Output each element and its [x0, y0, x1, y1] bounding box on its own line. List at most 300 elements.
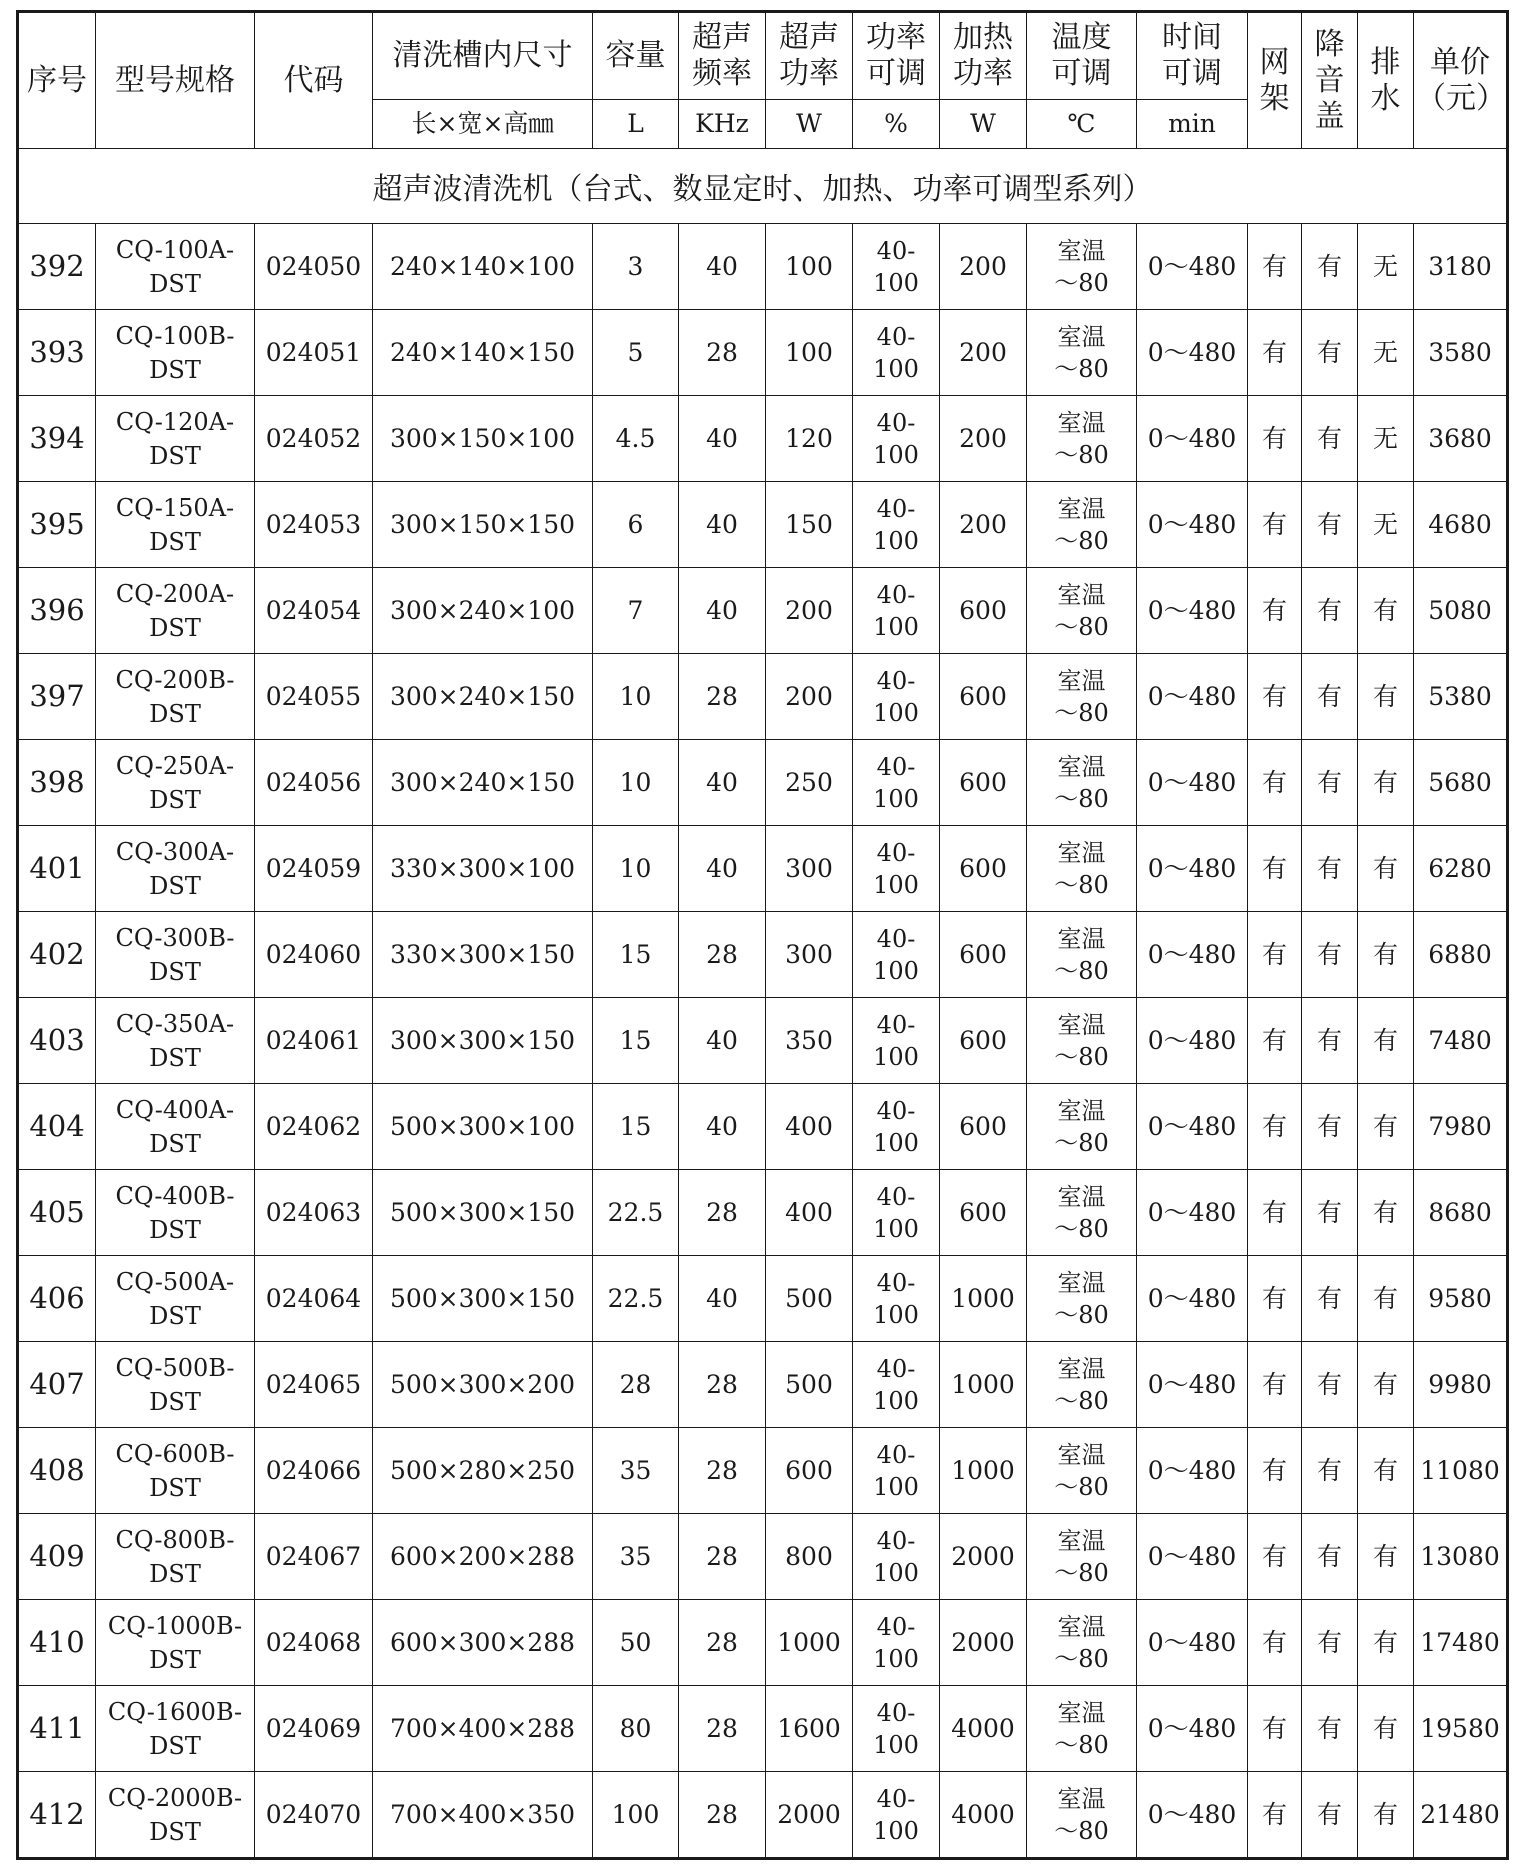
- cell-model: CQ-500B- DST: [96, 1342, 255, 1428]
- cell-power-adjustable: 40- 100: [853, 1170, 940, 1256]
- cell-price: 6280: [1414, 826, 1508, 912]
- cell-tank-size: 300×300×150: [373, 998, 593, 1084]
- cell-temperature: 室温 ～80: [1027, 1600, 1137, 1686]
- cell-basket: 有: [1248, 1084, 1302, 1170]
- cell-code: 024055: [255, 654, 373, 740]
- cell-heating-power: 1000: [940, 1342, 1027, 1428]
- cell-frequency: 28: [679, 654, 766, 740]
- cell-no: 405: [18, 1170, 96, 1256]
- cell-no: 397: [18, 654, 96, 740]
- cell-time: 0～480: [1137, 1342, 1248, 1428]
- cell-heating-power: 1000: [940, 1256, 1027, 1342]
- cell-tank-size: 300×240×150: [373, 654, 593, 740]
- cell-tank-size: 300×150×100: [373, 396, 593, 482]
- cell-capacity: 35: [593, 1428, 679, 1514]
- cell-capacity: 6: [593, 482, 679, 568]
- cell-model: CQ-350A- DST: [96, 998, 255, 1084]
- cell-model: CQ-400B- DST: [96, 1170, 255, 1256]
- cell-model: CQ-120A- DST: [96, 396, 255, 482]
- cell-time: 0～480: [1137, 1428, 1248, 1514]
- cell-time: 0～480: [1137, 740, 1248, 826]
- cell-price: 8680: [1414, 1170, 1508, 1256]
- cell-tank-size: 240×140×100: [373, 224, 593, 310]
- col-header-basket: 网 架: [1248, 12, 1302, 149]
- cell-time: 0～480: [1137, 310, 1248, 396]
- cell-frequency: 28: [679, 1342, 766, 1428]
- cell-noise-lid: 有: [1302, 826, 1358, 912]
- cell-price: 7480: [1414, 998, 1508, 1084]
- cell-noise-lid: 有: [1302, 1600, 1358, 1686]
- cell-heating-power: 1000: [940, 1428, 1027, 1514]
- cell-no: 393: [18, 310, 96, 396]
- table-row: [18, 912, 1508, 998]
- cell-no: 395: [18, 482, 96, 568]
- cell-basket: 有: [1248, 310, 1302, 396]
- table-header: [18, 12, 1508, 149]
- cell-noise-lid: 有: [1302, 1084, 1358, 1170]
- cell-heating-power: 2000: [940, 1600, 1027, 1686]
- cell-drain: 有: [1358, 654, 1414, 740]
- cell-price: 11080: [1414, 1428, 1508, 1514]
- cell-drain: 有: [1358, 1514, 1414, 1600]
- table-row: [18, 310, 1508, 396]
- cell-power-adjustable: 40- 100: [853, 654, 940, 740]
- cell-no: 403: [18, 998, 96, 1084]
- cell-noise-lid: 有: [1302, 1342, 1358, 1428]
- cell-time: 0～480: [1137, 224, 1248, 310]
- cell-basket: 有: [1248, 740, 1302, 826]
- cell-capacity: 35: [593, 1514, 679, 1600]
- cell-power: 350: [766, 998, 853, 1084]
- cell-no: 411: [18, 1686, 96, 1772]
- col-header-heating-power: 加热 功率: [940, 12, 1027, 100]
- unit-time: min: [1137, 100, 1248, 149]
- cell-power-adjustable: 40- 100: [853, 1428, 940, 1514]
- cell-capacity: 15: [593, 912, 679, 998]
- cell-power: 800: [766, 1514, 853, 1600]
- cell-price: 4680: [1414, 482, 1508, 568]
- cell-model: CQ-250A- DST: [96, 740, 255, 826]
- cell-power: 300: [766, 912, 853, 998]
- cell-drain: 有: [1358, 1772, 1414, 1859]
- cell-tank-size: 300×240×100: [373, 568, 593, 654]
- cell-drain: 有: [1358, 1084, 1414, 1170]
- unit-temperature: ℃: [1027, 100, 1137, 149]
- cell-code: 024070: [255, 1772, 373, 1859]
- cell-power: 500: [766, 1342, 853, 1428]
- cell-power-adjustable: 40- 100: [853, 224, 940, 310]
- cell-heating-power: 600: [940, 998, 1027, 1084]
- cell-frequency: 40: [679, 568, 766, 654]
- cell-tank-size: 500×300×100: [373, 1084, 593, 1170]
- cell-power: 400: [766, 1170, 853, 1256]
- cell-temperature: 室温 ～80: [1027, 224, 1137, 310]
- cell-no: 394: [18, 396, 96, 482]
- cell-heating-power: 2000: [940, 1514, 1027, 1600]
- cell-tank-size: 330×300×150: [373, 912, 593, 998]
- table-row: [18, 1686, 1508, 1772]
- cell-drain: 无: [1358, 310, 1414, 396]
- cell-model: CQ-800B- DST: [96, 1514, 255, 1600]
- unit-power-adjustable: %: [853, 100, 940, 149]
- cell-drain: 无: [1358, 224, 1414, 310]
- cell-heating-power: 4000: [940, 1686, 1027, 1772]
- cell-heating-power: 600: [940, 654, 1027, 740]
- cell-heating-power: 200: [940, 482, 1027, 568]
- cell-no: 406: [18, 1256, 96, 1342]
- unit-frequency: KHz: [679, 100, 766, 149]
- cell-code: 024054: [255, 568, 373, 654]
- cell-time: 0～480: [1137, 826, 1248, 912]
- cell-noise-lid: 有: [1302, 224, 1358, 310]
- table-row: [18, 568, 1508, 654]
- table-row: [18, 396, 1508, 482]
- cell-basket: 有: [1248, 568, 1302, 654]
- cell-drain: 有: [1358, 1256, 1414, 1342]
- cell-frequency: 40: [679, 1256, 766, 1342]
- cell-price: 6880: [1414, 912, 1508, 998]
- cell-drain: 有: [1358, 826, 1414, 912]
- cell-tank-size: 600×200×288: [373, 1514, 593, 1600]
- cell-model: CQ-300A- DST: [96, 826, 255, 912]
- cell-frequency: 28: [679, 1772, 766, 1859]
- cell-frequency: 28: [679, 1170, 766, 1256]
- cell-noise-lid: 有: [1302, 740, 1358, 826]
- cell-heating-power: 600: [940, 826, 1027, 912]
- cell-code: 024053: [255, 482, 373, 568]
- cell-power-adjustable: 40- 100: [853, 1256, 940, 1342]
- cell-model: CQ-200A- DST: [96, 568, 255, 654]
- cell-power: 250: [766, 740, 853, 826]
- cell-model: CQ-200B- DST: [96, 654, 255, 740]
- cell-price: 7980: [1414, 1084, 1508, 1170]
- cell-heating-power: 600: [940, 740, 1027, 826]
- cell-basket: 有: [1248, 1686, 1302, 1772]
- table-row: [18, 224, 1508, 310]
- cell-heating-power: 600: [940, 912, 1027, 998]
- cell-capacity: 50: [593, 1600, 679, 1686]
- cell-power-adjustable: 40- 100: [853, 912, 940, 998]
- cell-frequency: 40: [679, 826, 766, 912]
- unit-power: W: [766, 100, 853, 149]
- col-header-capacity: 容量: [593, 12, 679, 100]
- cell-time: 0～480: [1137, 912, 1248, 998]
- cell-temperature: 室温 ～80: [1027, 1686, 1137, 1772]
- cell-power: 1000: [766, 1600, 853, 1686]
- table-row: [18, 826, 1508, 912]
- cell-basket: 有: [1248, 1514, 1302, 1600]
- cell-power-adjustable: 40- 100: [853, 310, 940, 396]
- cell-frequency: 40: [679, 224, 766, 310]
- cell-drain: 无: [1358, 482, 1414, 568]
- cell-price: 9980: [1414, 1342, 1508, 1428]
- cell-tank-size: 500×280×250: [373, 1428, 593, 1514]
- cell-noise-lid: 有: [1302, 912, 1358, 998]
- cell-tank-size: 500×300×200: [373, 1342, 593, 1428]
- cell-basket: 有: [1248, 1170, 1302, 1256]
- cell-frequency: 28: [679, 1686, 766, 1772]
- cell-code: 024052: [255, 396, 373, 482]
- cell-code: 024050: [255, 224, 373, 310]
- cell-tank-size: 330×300×100: [373, 826, 593, 912]
- cell-price: 3580: [1414, 310, 1508, 396]
- cell-frequency: 40: [679, 482, 766, 568]
- cell-time: 0～480: [1137, 998, 1248, 1084]
- cell-noise-lid: 有: [1302, 568, 1358, 654]
- cell-basket: 有: [1248, 654, 1302, 740]
- col-header-model: 型号规格: [96, 12, 255, 149]
- cell-basket: 有: [1248, 482, 1302, 568]
- col-header-temperature-adjustable: 温度 可调: [1027, 12, 1137, 100]
- unit-tank-size: 长×宽×高㎜: [373, 100, 593, 149]
- cell-temperature: 室温 ～80: [1027, 654, 1137, 740]
- cell-basket: 有: [1248, 1428, 1302, 1514]
- cell-capacity: 5: [593, 310, 679, 396]
- cell-no: 404: [18, 1084, 96, 1170]
- cell-power-adjustable: 40- 100: [853, 482, 940, 568]
- unit-capacity: L: [593, 100, 679, 149]
- cell-time: 0～480: [1137, 1772, 1248, 1859]
- cell-model: CQ-1000B- DST: [96, 1600, 255, 1686]
- cell-tank-size: 700×400×350: [373, 1772, 593, 1859]
- cell-heating-power: 600: [940, 1170, 1027, 1256]
- cell-code: 024059: [255, 826, 373, 912]
- cell-capacity: 10: [593, 654, 679, 740]
- cell-model: CQ-600B- DST: [96, 1428, 255, 1514]
- cell-drain: 有: [1358, 1600, 1414, 1686]
- cell-drain: 有: [1358, 568, 1414, 654]
- table-body: [18, 149, 1508, 1859]
- cell-time: 0～480: [1137, 654, 1248, 740]
- cell-noise-lid: 有: [1302, 310, 1358, 396]
- cell-code: 024056: [255, 740, 373, 826]
- cell-time: 0～480: [1137, 396, 1248, 482]
- cell-model: CQ-100B- DST: [96, 310, 255, 396]
- col-header-price: 单价 （元）: [1414, 12, 1508, 149]
- cell-tank-size: 300×150×150: [373, 482, 593, 568]
- cell-power-adjustable: 40- 100: [853, 1514, 940, 1600]
- cell-time: 0～480: [1137, 1084, 1248, 1170]
- col-header-noise-lid: 降 音 盖: [1302, 12, 1358, 149]
- cell-drain: 有: [1358, 1428, 1414, 1514]
- cell-time: 0～480: [1137, 482, 1248, 568]
- cell-temperature: 室温 ～80: [1027, 1256, 1137, 1342]
- cell-power-adjustable: 40- 100: [853, 1686, 940, 1772]
- cell-model: CQ-100A- DST: [96, 224, 255, 310]
- cell-power: 100: [766, 224, 853, 310]
- cell-temperature: 室温 ～80: [1027, 1342, 1137, 1428]
- cell-temperature: 室温 ～80: [1027, 912, 1137, 998]
- cell-capacity: 22.5: [593, 1256, 679, 1342]
- cell-temperature: 室温 ～80: [1027, 740, 1137, 826]
- cell-noise-lid: 有: [1302, 396, 1358, 482]
- cell-frequency: 28: [679, 1600, 766, 1686]
- col-header-no: 序号: [18, 12, 96, 149]
- cell-code: 024065: [255, 1342, 373, 1428]
- cell-time: 0～480: [1137, 1686, 1248, 1772]
- cell-noise-lid: 有: [1302, 1256, 1358, 1342]
- cell-price: 19580: [1414, 1686, 1508, 1772]
- cell-drain: 无: [1358, 396, 1414, 482]
- cell-noise-lid: 有: [1302, 654, 1358, 740]
- cell-power-adjustable: 40- 100: [853, 396, 940, 482]
- col-header-power: 超声 功率: [766, 12, 853, 100]
- cell-basket: 有: [1248, 1342, 1302, 1428]
- cell-price: 5680: [1414, 740, 1508, 826]
- cell-time: 0～480: [1137, 1170, 1248, 1256]
- table-row: [18, 998, 1508, 1084]
- table-row: [18, 1600, 1508, 1686]
- cell-power: 150: [766, 482, 853, 568]
- cell-power: 2000: [766, 1772, 853, 1859]
- cell-power-adjustable: 40- 100: [853, 1600, 940, 1686]
- col-header-tank-size: 清洗槽内尺寸: [373, 12, 593, 100]
- cell-temperature: 室温 ～80: [1027, 1428, 1137, 1514]
- cell-drain: 有: [1358, 912, 1414, 998]
- cell-capacity: 22.5: [593, 1170, 679, 1256]
- cell-frequency: 28: [679, 310, 766, 396]
- cell-basket: 有: [1248, 396, 1302, 482]
- cell-power: 400: [766, 1084, 853, 1170]
- cell-basket: 有: [1248, 1600, 1302, 1686]
- cell-basket: 有: [1248, 1256, 1302, 1342]
- cell-temperature: 室温 ～80: [1027, 568, 1137, 654]
- cell-tank-size: 600×300×288: [373, 1600, 593, 1686]
- col-header-time-adjustable: 时间 可调: [1137, 12, 1248, 100]
- cell-drain: 有: [1358, 998, 1414, 1084]
- cell-time: 0～480: [1137, 568, 1248, 654]
- cell-tank-size: 240×140×150: [373, 310, 593, 396]
- cell-basket: 有: [1248, 1772, 1302, 1859]
- cell-frequency: 28: [679, 912, 766, 998]
- cell-price: 13080: [1414, 1514, 1508, 1600]
- cell-heating-power: 200: [940, 310, 1027, 396]
- cell-temperature: 室温 ～80: [1027, 310, 1137, 396]
- cell-code: 024061: [255, 998, 373, 1084]
- cell-basket: 有: [1248, 998, 1302, 1084]
- cell-power-adjustable: 40- 100: [853, 1772, 940, 1859]
- cell-noise-lid: 有: [1302, 1686, 1358, 1772]
- cell-temperature: 室温 ～80: [1027, 482, 1137, 568]
- cell-price: 17480: [1414, 1600, 1508, 1686]
- cell-no: 392: [18, 224, 96, 310]
- table-row: [18, 482, 1508, 568]
- cell-temperature: 室温 ～80: [1027, 1084, 1137, 1170]
- table-row: [18, 1256, 1508, 1342]
- section-title: 超声波清洗机（台式、数显定时、加热、功率可调型系列）: [18, 149, 1508, 224]
- cell-frequency: 40: [679, 740, 766, 826]
- table-row: [18, 1772, 1508, 1859]
- cell-power-adjustable: 40- 100: [853, 998, 940, 1084]
- cell-capacity: 15: [593, 998, 679, 1084]
- cell-drain: 有: [1358, 1686, 1414, 1772]
- cell-basket: 有: [1248, 826, 1302, 912]
- cell-noise-lid: 有: [1302, 482, 1358, 568]
- cell-no: 410: [18, 1600, 96, 1686]
- cell-frequency: 28: [679, 1428, 766, 1514]
- cell-tank-size: 500×300×150: [373, 1256, 593, 1342]
- cell-noise-lid: 有: [1302, 1514, 1358, 1600]
- cell-noise-lid: 有: [1302, 1170, 1358, 1256]
- cell-power: 200: [766, 568, 853, 654]
- cell-model: CQ-400A- DST: [96, 1084, 255, 1170]
- col-header-power-adjustable: 功率 可调: [853, 12, 940, 100]
- cell-code: 024068: [255, 1600, 373, 1686]
- cell-power-adjustable: 40- 100: [853, 740, 940, 826]
- cell-drain: 有: [1358, 1170, 1414, 1256]
- cell-tank-size: 500×300×150: [373, 1170, 593, 1256]
- cell-model: CQ-150A- DST: [96, 482, 255, 568]
- table-row: [18, 740, 1508, 826]
- cell-code: 024060: [255, 912, 373, 998]
- cell-price: 9580: [1414, 1256, 1508, 1342]
- cell-price: 21480: [1414, 1772, 1508, 1859]
- cell-no: 401: [18, 826, 96, 912]
- cell-power: 200: [766, 654, 853, 740]
- cell-capacity: 28: [593, 1342, 679, 1428]
- cell-temperature: 室温 ～80: [1027, 998, 1137, 1084]
- cell-no: 402: [18, 912, 96, 998]
- cell-code: 024064: [255, 1256, 373, 1342]
- cell-frequency: 40: [679, 396, 766, 482]
- cell-capacity: 15: [593, 1084, 679, 1170]
- cell-tank-size: 300×240×150: [373, 740, 593, 826]
- cell-capacity: 7: [593, 568, 679, 654]
- table-row: [18, 1084, 1508, 1170]
- cell-code: 024066: [255, 1428, 373, 1514]
- cell-capacity: 10: [593, 826, 679, 912]
- table-row: [18, 1514, 1508, 1600]
- col-header-drain: 排 水: [1358, 12, 1414, 149]
- cell-no: 408: [18, 1428, 96, 1514]
- table-row: [18, 654, 1508, 740]
- cell-price: 5380: [1414, 654, 1508, 740]
- cell-capacity: 3: [593, 224, 679, 310]
- cell-power: 1600: [766, 1686, 853, 1772]
- cell-power-adjustable: 40- 100: [853, 568, 940, 654]
- unit-heating-power: W: [940, 100, 1027, 149]
- cell-power: 100: [766, 310, 853, 396]
- price-list-page: [16, 10, 1506, 1860]
- cell-power: 120: [766, 396, 853, 482]
- cell-basket: 有: [1248, 912, 1302, 998]
- cell-basket: 有: [1248, 224, 1302, 310]
- ultrasonic-cleaner-spec-table: [16, 10, 1509, 1860]
- cell-power: 500: [766, 1256, 853, 1342]
- cell-temperature: 室温 ～80: [1027, 396, 1137, 482]
- col-header-frequency: 超声 频率: [679, 12, 766, 100]
- cell-no: 398: [18, 740, 96, 826]
- cell-code: 024051: [255, 310, 373, 396]
- cell-noise-lid: 有: [1302, 998, 1358, 1084]
- cell-temperature: 室温 ～80: [1027, 1772, 1137, 1859]
- cell-heating-power: 200: [940, 224, 1027, 310]
- cell-capacity: 4.5: [593, 396, 679, 482]
- cell-power: 600: [766, 1428, 853, 1514]
- cell-no: 409: [18, 1514, 96, 1600]
- table-row: [18, 1428, 1508, 1514]
- cell-model: CQ-1600B- DST: [96, 1686, 255, 1772]
- cell-power: 300: [766, 826, 853, 912]
- cell-code: 024063: [255, 1170, 373, 1256]
- cell-model: CQ-2000B- DST: [96, 1772, 255, 1859]
- cell-tank-size: 700×400×288: [373, 1686, 593, 1772]
- cell-model: CQ-500A- DST: [96, 1256, 255, 1342]
- cell-model: CQ-300B- DST: [96, 912, 255, 998]
- cell-frequency: 40: [679, 1084, 766, 1170]
- cell-no: 407: [18, 1342, 96, 1428]
- cell-heating-power: 200: [940, 396, 1027, 482]
